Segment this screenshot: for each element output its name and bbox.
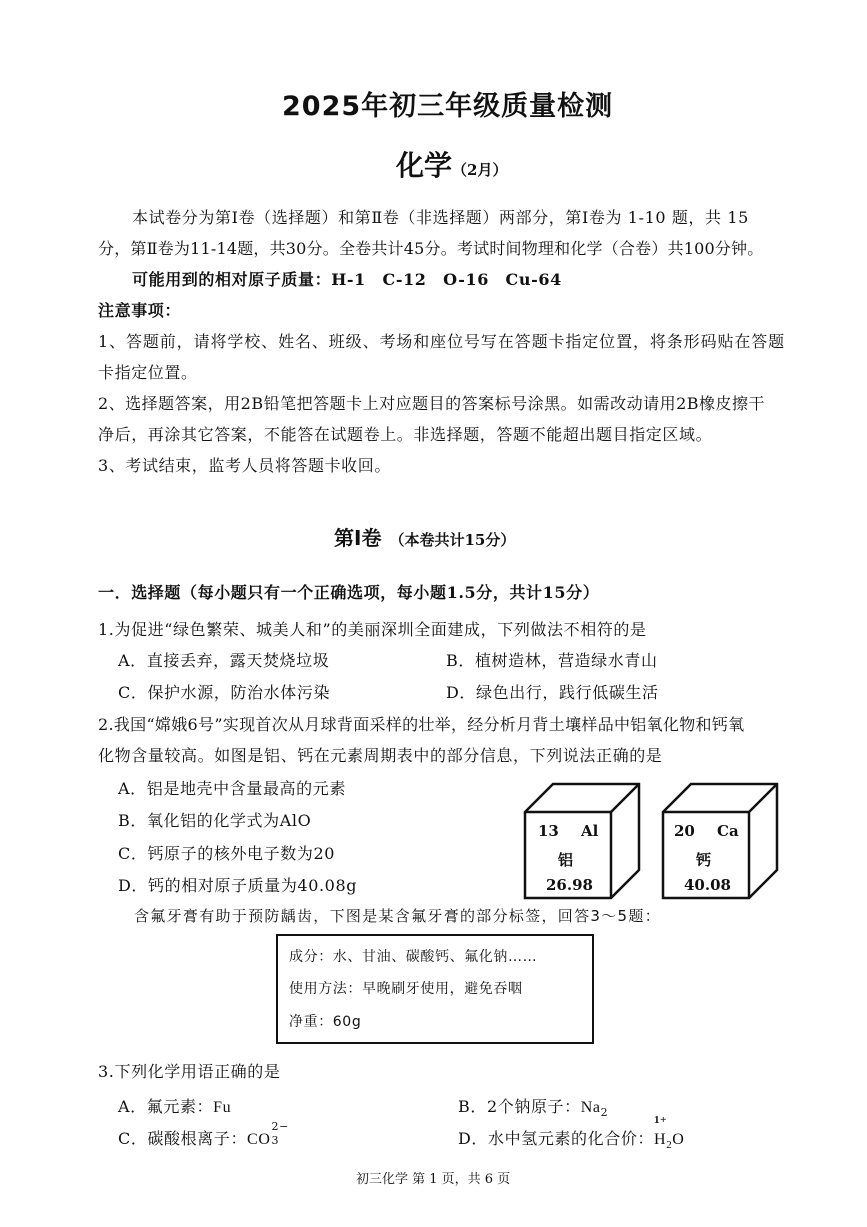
q2-stem-line-1: 2.我国“嫦娥6号”实现首次从月球背面采样的壮举，经分析月背土壤样品中铝氧化物和钙氧 <box>98 715 745 734</box>
aluminum-atomic-number: 13 <box>538 822 559 840</box>
q3-option-a <box>118 1094 231 1117</box>
calcium-atomic-mass: 40.08 <box>684 876 731 894</box>
q3-option-d <box>458 1114 685 1152</box>
toothpaste-label <box>276 934 594 1044</box>
page-footer: 初三化学 第 1 页，共 6 页 <box>356 1172 511 1187</box>
note-1-line-1: 1、答题前，请将学校、姓名、班级、考场和座位号写在答题卡指定位置，将条形码贴在答题 <box>98 332 786 351</box>
label-net-weight: 净重：60g <box>289 1014 362 1030</box>
notes-heading: 注意事项： <box>98 301 182 320</box>
exam-title: 2025年初三年级质量检测 <box>282 91 614 122</box>
q3-option-b-subscript: 2 <box>600 1106 609 1120</box>
aluminum-name: 铝 <box>558 851 574 869</box>
q3-option-c-subscript: 3 <box>271 1134 280 1147</box>
calcium-name: 钙 <box>696 851 712 869</box>
subject-month: （2月） <box>452 161 508 179</box>
part-1-heading <box>334 522 515 551</box>
q2-stem-line-2: 化物含量较高。如图是铝、钙在元素周期表中的部分信息，下列说法正确的是 <box>98 746 663 765</box>
intro-line-1: 本试卷分为第Ⅰ卷（选择题）和第Ⅱ卷（非选择题）两部分，第Ⅰ卷为 1-10 题，共 15 <box>132 208 749 227</box>
q3-option-c-formula: CO <box>247 1131 271 1148</box>
q3-option-d-formula: H <box>654 1131 667 1148</box>
atomic-masses: 可能用到的相对原子质量：H-1 C-12 O-16 Cu-64 <box>132 270 562 289</box>
q2-option-d: D．钙的相对原子质量为40.08g <box>118 876 358 895</box>
q3-option-c <box>118 1120 289 1149</box>
q3-option-c-charge: 2− <box>271 1120 289 1133</box>
q3-option-d-text: D．水中氢元素的化合价： <box>458 1129 655 1148</box>
element-card-calcium <box>661 782 779 900</box>
q1-stem: 1.为促进“绿色繁荣、城美人和”的美丽深圳全面建成，下列做法不相符的是 <box>98 620 647 639</box>
note-2-line-2: 净后，再涂其它答案，不能答在试题卷上。非选择题，答题不能超出题目指定区域。 <box>98 425 713 444</box>
toothpaste-intro: 含氟牙膏有助于预防龋齿，下图是某含氟牙膏的部分标签，回答3～5题： <box>134 907 661 925</box>
q1-option-d: D．绿色出行，践行低碳生活 <box>446 683 659 702</box>
aluminum-symbol: Al <box>581 822 599 840</box>
q3-option-b-text: B．2个钠原子： <box>458 1097 581 1116</box>
q3-option-d-subscript: 2 <box>666 1139 673 1152</box>
q2-option-c: C．钙原子的核外电子数为20 <box>118 844 336 863</box>
label-ingredients: 成分：水、甘油、碳酸钙、氟化钠…… <box>289 949 538 965</box>
intro-line-2: 分，第Ⅱ卷为11-14题，共30分。全卷共计45分。考试时间物理和化学（合卷）共100分钟。 <box>98 239 764 258</box>
label-usage: 使用方法：早晚刷牙使用，避免吞咽 <box>289 981 523 997</box>
calcium-atomic-number: 20 <box>674 822 695 840</box>
q1-option-c: C．保护水源，防治水体污染 <box>118 683 331 702</box>
q3-option-a-text: A．氟元素： <box>118 1097 214 1116</box>
q1-option-a: A．直接丢弃，露天焚烧垃圾 <box>118 651 330 670</box>
part-1-title: 第Ⅰ卷 <box>334 526 382 550</box>
q3-stem: 3.下列化学用语正确的是 <box>98 1062 281 1081</box>
note-1-line-2: 卡指定位置。 <box>98 363 198 382</box>
q2-option-b: B．氧化铝的化学式为AlO <box>118 811 312 830</box>
aluminum-atomic-mass: 26.98 <box>546 876 593 894</box>
q1-option-b: B．植树造林，营造绿水青山 <box>446 651 658 670</box>
note-3: 3、考试结束，监考人员将答题卡收回。 <box>98 456 391 475</box>
note-2-line-1: 2、选择题答案，用2B铅笔把答题卡上对应题目的答案标号涂黑。如需改动请用2B橡皮擦干 <box>98 394 766 413</box>
q3-option-a-formula: Fu <box>213 1099 232 1116</box>
q3-option-d-tail: O <box>672 1131 685 1148</box>
part-1-note: （本卷共计15分） <box>389 531 516 549</box>
q2-option-a: A．铝是地壳中含量最高的元素 <box>118 779 346 798</box>
element-card-aluminum <box>523 782 641 900</box>
q3-option-d-valence: 1+ <box>654 1114 667 1126</box>
q3-option-b-formula: Na <box>580 1099 601 1116</box>
q3-option-b <box>458 1094 608 1119</box>
calcium-symbol: Ca <box>717 822 739 840</box>
q3-option-c-text: C．碳酸根离子： <box>118 1129 248 1148</box>
subject-name: 化学 <box>396 149 453 182</box>
subject-heading <box>396 144 507 184</box>
section-heading: 一．选择题（每小题只有一个正确选项，每小题1.5分，共计15分） <box>98 583 600 602</box>
